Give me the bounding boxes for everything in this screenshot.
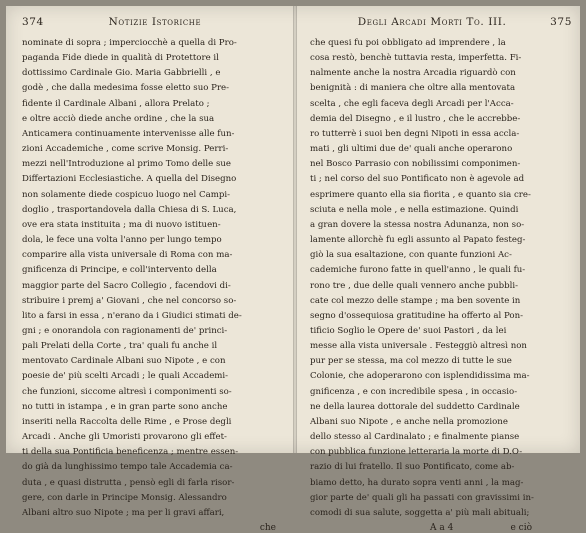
- text-line: Arcadi . Anche gli Umoristi provarono gli effet-: [22, 432, 227, 443]
- text-line: ti ; nel corso del suo Pontificato non è agevole ad: [310, 174, 525, 185]
- text-line: rono tre , due delle quali vennero anche pubbli-: [310, 280, 519, 291]
- right-footer: [310, 523, 572, 533]
- text-line: ne della laurea dottorale del suddetto Cardinale: [310, 401, 520, 412]
- text-line: Albani altro suo Nipote ; ma per li gravi affari,: [22, 507, 225, 518]
- left-running-title: Notizie Istoriche: [108, 16, 202, 28]
- left-running-head: [22, 16, 284, 32]
- right-running-title: Degli Arcadi Morti To. III.: [357, 16, 507, 28]
- text-line: mati , gli ultimi due de' quali anche operarono: [310, 144, 513, 155]
- text-line: zioni Accademiche , come scrive Monsig. Perri-: [22, 144, 229, 155]
- text-line: Anticamera continuamente intervenisse alle fun-: [22, 128, 235, 139]
- book-gutter: [293, 6, 297, 453]
- right-running-head: [310, 16, 572, 32]
- left-page: [22, 16, 284, 533]
- text-line: pali Prelati della Corte , tra' quali fu anche il: [22, 341, 218, 352]
- left-page-number: 374: [22, 16, 44, 28]
- text-line: dello stesso al Cardinalato ; e finalmente pianse: [310, 432, 520, 443]
- right-page: [310, 16, 572, 533]
- right-page-number: 375: [550, 16, 572, 28]
- text-line: tificio Soglio le Opere de' suoi Pastori , da lei: [310, 325, 507, 336]
- text-line: maggior parte del Sacro Collegio , facendovi di-: [22, 280, 231, 291]
- text-line: godè , che dalla medesima fosse eletto suo Pre-: [22, 83, 230, 94]
- text-line: cademiche furono fatte in quell'anno , le quali fu-: [310, 265, 526, 276]
- text-line: Differtazioni Ecclesiastiche. A quella del Disegno: [22, 174, 237, 185]
- text-line: non solamente diede cospicuo luogo nel Campi-: [22, 189, 230, 200]
- text-line: con pubblica funzione letteraria la morte di D.O-: [310, 447, 523, 458]
- left-footer: [22, 523, 284, 533]
- text-line: do già da lunghissimo tempo tale Accademia ca-: [22, 462, 233, 473]
- text-line: segno d'ossequiosa gratitudine ha offerto al Pon-: [310, 310, 524, 321]
- text-line: demia del Disegno , e il lustro , che le accrebbe-: [310, 113, 521, 124]
- text-line: ro tutterrè i suoi ben degni Nipoti in essa accla-: [310, 128, 520, 139]
- text-line: nominate di sopra ; imperciocchè a quella di Pro-: [22, 38, 237, 48]
- text-line: fidente il Cardinale Albani , allora Prelato ;: [22, 98, 210, 109]
- text-line: gere, con darle in Principe Monsig. Alessandro: [22, 492, 227, 503]
- left-catchword: che: [259, 523, 276, 533]
- text-line: inseriti nella Raccolta delle Rime , e Prose degli: [22, 416, 232, 427]
- text-line: duta , e quasi distrutta , pensò egli di farla risor-: [22, 477, 235, 488]
- right-text-block: [310, 36, 572, 521]
- text-line: Albani suo Nipote , e anche nella promozione: [310, 416, 508, 427]
- text-line: messe alla vista universale . Festeggiò altresì non: [310, 341, 527, 352]
- text-line: gior parte de' quali gli ha passati con gravissimi in-: [310, 492, 534, 503]
- text-line: comodi di sua salute, soggetta a' più mali abituali;: [310, 507, 530, 518]
- right-signature: A a 4: [430, 523, 454, 533]
- text-line: comparire alla vista universale di Roma con ma-: [22, 250, 233, 261]
- text-line: nel Bosco Parrasio con nobilissimi componimen-: [310, 159, 521, 170]
- text-line: paganda Fide diede in qualità di Protettore il: [22, 53, 219, 64]
- text-line: gni ; e onorandola con ragionamenti de' princi-: [22, 325, 228, 336]
- text-line: dola, le fece una volta l'anno per lungo tempo: [22, 235, 222, 246]
- text-line: lito a farsi in essa , n'erano da i Giudici stimati de-: [22, 310, 242, 321]
- text-line: esprimere quanto ella sia fiorita , e quanto sia cre-: [310, 189, 531, 200]
- text-line: che quesi fu poi obbligato ad imprendere , la: [310, 38, 506, 48]
- text-line: che funzioni, siccome altresì i componimenti so-: [22, 386, 232, 397]
- text-line: cosa restò, benchè tuttavia resta, imperfetta. Fi-: [310, 53, 522, 64]
- text-line: doglio , trasportandovela dalla Chiesa di S. Luca,: [22, 204, 237, 215]
- text-line: razio di lui fratello. Il suo Pontificato, come ab-: [310, 462, 515, 473]
- text-line: mentovato Cardinale Albani suo Nipote , e con: [22, 356, 226, 367]
- text-line: cate col mezzo delle stampe ; ma ben sovente in: [310, 295, 521, 306]
- text-line: sciuta e nella mole , e nella estimazione. Quindi: [310, 204, 519, 215]
- text-line: lamente allorchè fu egli assunto al Papato festeg-: [310, 235, 526, 246]
- text-line: Colonie, che adoperarono con isplendidissima ma-: [310, 371, 530, 382]
- text-line: pur per se stessa, ma col mezzo di tutte le sue: [310, 356, 512, 367]
- text-line: e oltre acciò diede anche ordine , che la sua: [22, 113, 215, 124]
- text-line: gnificenza , e con incredibile spesa , in occasio-: [310, 386, 518, 397]
- right-catchword: e ciò: [510, 523, 532, 533]
- text-line: biamo detto, ha durato sopra venti anni , la mag-: [310, 477, 524, 488]
- text-line: nalmente anche la nostra Arcadia riguardò con: [310, 68, 516, 79]
- text-line: dottissimo Cardinale Gio. Maria Gabbrielli , e: [22, 68, 221, 79]
- text-line: mezzi nell'Introduzione al primo Tomo delle sue: [22, 159, 231, 170]
- left-text-block: [22, 36, 284, 521]
- text-line: stribuire i premj a' Giovani , che nel concorso so-: [22, 295, 237, 306]
- text-line: ti della sua Pontificia beneficenza ; mentre essen-: [22, 447, 239, 458]
- book-spread: [6, 6, 580, 533]
- text-line: poesie de' più scelti Arcadi ; le quali Accademi-: [22, 371, 229, 382]
- text-line: no tutti in istampa , e in gran parte sono anche: [22, 401, 228, 412]
- text-line: gnificenza di Principe, e coll'intervento della: [22, 265, 217, 276]
- text-line: benignità : di maniera che oltre alla mentovata: [310, 83, 516, 94]
- text-line: scelta , che egli faceva degli Arcadi per l'Acca-: [310, 98, 514, 109]
- text-line: ove era stata instituita ; ma di nuovo istituen-: [22, 219, 221, 230]
- text-line: giò la sua esaltazione, con quante funzioni Ac-: [310, 250, 512, 261]
- text-line: a gran dovere la stessa nostra Adunanza, non so-: [310, 219, 525, 230]
